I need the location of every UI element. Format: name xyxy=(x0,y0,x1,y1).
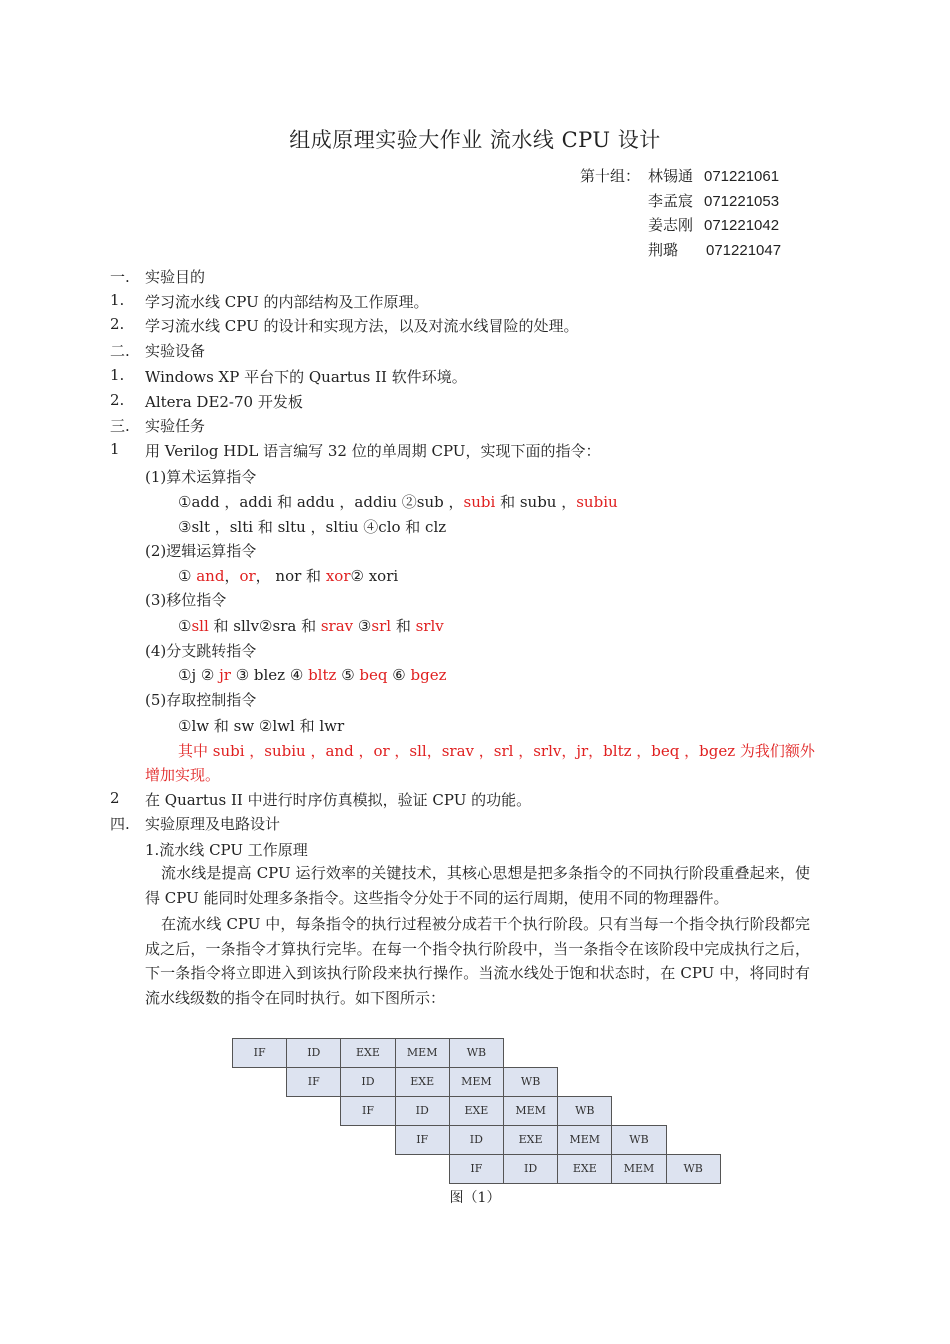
list-item: 学习流水线 CPU 的设计和实现方法，以及对流水线冒险的处理。 xyxy=(145,317,579,335)
page-title: 组成原理实验大作业 流水线 CPU 设计 xyxy=(289,128,661,152)
pipeline-stage-cell: IF xyxy=(449,1154,504,1184)
pipeline-stage-cell: IF xyxy=(340,1096,395,1126)
paragraph: 在流水线 CPU 中，每条指令的执行过程被分成若干个执行阶段。只有当每一个指令执行阶段都完成之后，一条指令才算执行完毕。在每一个指令执行阶段中，当一条指令在该阶段中完成执行之后，下一条指令将立即进入到该执行阶段来执行操作。当流水线处于饱和状态时，在 CPU 中，将同时有流水线级数的指令在同时执行。如下图所示： xyxy=(145,915,810,1007)
member-name: 林锡通 xyxy=(648,167,694,185)
instruction-line: ①add ，addi 和 addu ，addiu ②sub ，subi 和 subu ，subiu xyxy=(178,493,618,511)
category-heading: (1)算术运算指令 xyxy=(145,468,257,486)
section-heading: 实验任务 xyxy=(145,417,206,435)
member-id: 071221042 xyxy=(704,217,780,234)
member-id: 071221053 xyxy=(704,192,780,210)
pipeline-stage-cell: EXE xyxy=(557,1154,612,1184)
list-item: 在 Quartus II 中进行时序仿真模拟，验证 CPU 的功能。 xyxy=(145,791,532,809)
pipeline-stage-cell: MEM xyxy=(449,1067,504,1097)
pipeline-stage-cell: IF xyxy=(232,1038,287,1068)
list-item: 用 Verilog HDL 语言编写 32 位的单周期 CPU，实现下面的指令： xyxy=(145,442,601,460)
member-id: 071221061 xyxy=(704,168,780,185)
member-row xyxy=(580,189,781,214)
member-name: 李孟宸 xyxy=(648,191,694,210)
pipeline-stage-cell: MEM xyxy=(611,1154,666,1184)
list-number: 1 xyxy=(110,440,120,458)
group-members xyxy=(580,164,781,262)
section-heading: 实验设备 xyxy=(145,342,206,360)
list-number: 1. xyxy=(110,366,125,384)
pipeline-stage-cell: ID xyxy=(503,1154,558,1184)
pipeline-stage-cell: EXE xyxy=(340,1038,395,1068)
instruction-line: ①lw 和 sw ②lwl 和 lwr xyxy=(178,717,345,735)
pipeline-stage-cell: IF xyxy=(395,1125,450,1155)
category-heading: (5)存取控制指令 xyxy=(145,691,257,709)
section-heading: 实验原理及电路设计 xyxy=(145,815,281,833)
group-label: 第十组： xyxy=(580,167,641,185)
pipeline-stage-cell: MEM xyxy=(395,1038,450,1068)
pipeline-stage-cell: ID xyxy=(395,1096,450,1126)
member-row xyxy=(580,164,781,189)
pipeline-stage-cell: WB xyxy=(449,1038,504,1068)
category-heading: (4)分支跳转指令 xyxy=(145,642,257,660)
section-number: 四. xyxy=(110,815,130,833)
instruction-line: ③slt ，slti 和 sltu ，sltiu ④clo 和 clz xyxy=(178,518,447,536)
pipeline-stage-cell: MEM xyxy=(557,1125,612,1155)
member-id: 071221047 xyxy=(706,241,782,259)
category-heading: (2)逻辑运算指令 xyxy=(145,542,257,560)
subsection-heading: 1.流水线 CPU 工作原理 xyxy=(145,841,308,859)
member-row xyxy=(580,238,781,263)
instruction-line: ①j ② jr ③ blez ④ bltz ⑤ beq ⑥ bgez xyxy=(178,666,447,684)
pipeline-stage-cell: IF xyxy=(286,1067,341,1097)
pipeline-stage-cell: WB xyxy=(503,1067,558,1097)
list-number: 2 xyxy=(110,789,120,807)
pipeline-stage-cell: EXE xyxy=(395,1067,450,1097)
pipeline-stage-cell: WB xyxy=(666,1154,721,1184)
figure-caption: 图（1） xyxy=(449,1190,501,1206)
extra-note: 增加实现。 xyxy=(145,766,221,784)
section-number: 二. xyxy=(110,342,130,360)
list-number: 2. xyxy=(110,315,125,333)
instruction-line: ①sll 和 sllv②sra 和 srav ③srl 和 srlv xyxy=(178,617,444,635)
list-item: Altera DE2-70 开发板 xyxy=(145,393,303,411)
section-number: 一. xyxy=(110,268,130,286)
paragraph: 流水线是提高 CPU 运行效率的关键技术，其核心思想是把多条指令的不同执行阶段重叠起来，使得 CPU 能同时处理多条指令。这些指令分处于不同的运行周期，使用不同的物理器件。 xyxy=(145,864,810,907)
member-name: 荆璐 xyxy=(648,240,679,259)
pipeline-stage-cell: ID xyxy=(340,1067,395,1097)
pipeline-stage-cell: WB xyxy=(611,1125,666,1155)
pipeline-stage-cell: WB xyxy=(557,1096,612,1126)
pipeline-stage-cell: EXE xyxy=(503,1125,558,1155)
list-item: Windows XP 平台下的 Quartus II 软件环境。 xyxy=(145,368,467,386)
section-heading: 实验目的 xyxy=(145,268,206,286)
category-heading: (3)移位指令 xyxy=(145,591,227,609)
extra-note: 其中 subi ，subiu ，and ，or ，sll，srav ，srl ，srlv，jr，bltz ，beq ，bgez 为我们额外 xyxy=(178,742,815,760)
pipeline-stage-cell: MEM xyxy=(503,1096,558,1126)
pipeline-stage-cell: EXE xyxy=(449,1096,504,1126)
section-number: 三. xyxy=(110,417,130,435)
pipeline-stage-cell: ID xyxy=(286,1038,341,1068)
list-number: 1. xyxy=(110,291,125,309)
instruction-line: ① and，or， nor 和 xor② xori xyxy=(178,567,399,585)
member-row xyxy=(580,213,781,238)
list-item: 学习流水线 CPU 的内部结构及工作原理。 xyxy=(145,293,429,311)
member-name: 姜志刚 xyxy=(648,216,694,234)
list-number: 2. xyxy=(110,391,125,409)
pipeline-stage-cell: ID xyxy=(449,1125,504,1155)
